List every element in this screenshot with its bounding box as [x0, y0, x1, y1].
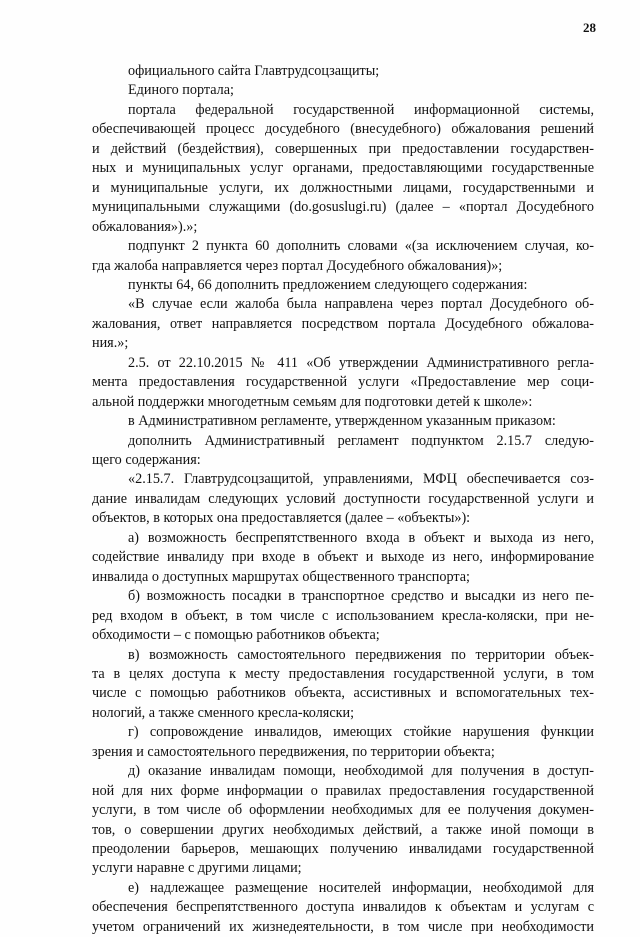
text-line: и действий (бездействия), совершенных при предоставлении государствен- [92, 140, 594, 157]
text-line: содействие инвалиду при входе в объект и выходе из него, информирование [92, 549, 594, 566]
page-number: 28 [583, 20, 596, 35]
text-line: тов, о совершении других необходимых действий, а также иной помощи в [92, 821, 594, 838]
text-line: альной поддержки многодетным семьям для подготовки детей к школе»: [92, 393, 533, 410]
text-line: преодолении барьеров, мешающих получению инвалидами государственной [92, 841, 594, 857]
text-line: жалования, ответ направляется посредством портала Досудебного обжалова- [92, 315, 594, 332]
text-line: а) возможность беспрепятственного входа в объект и выхода из него, [128, 529, 594, 546]
text-line: услуги, в том числе об оформлении необходимых для ее получения докумен- [92, 802, 594, 819]
text-line: обходимости – с помощью работников объекта; [92, 627, 380, 644]
text-line: обжалования»).»; [92, 218, 198, 235]
text-line: мента предоставления государственной услуги «Предоставление мер соци- [92, 374, 594, 391]
text-line: и муниципальные услуги, их должностными лицами, государственными и [92, 179, 594, 196]
text-line: услуги наравне с другими лицами; [92, 860, 302, 877]
text-line: инвалида о доступных маршрутах общественного транспорта; [92, 568, 470, 585]
text-line: подпункт 2 пункта 60 дополнить словами «(за исключением случая, ко- [128, 238, 594, 255]
text-line: портала федеральной государственной информационной системы, [128, 101, 594, 118]
text-line: учетом ограничений их жизнедеятельности, в том числе при необходимости [92, 918, 594, 935]
text-line: дание инвалидам следующих условий доступности государственной услуги и [92, 490, 594, 507]
text-line: зрения и самостоятельного передвижения, по территории объекта; [92, 743, 495, 760]
text-line: е) надлежащее размещение носителей информации, необходимой для [128, 879, 594, 896]
text-line: ной для них форме информации о правилах предоставления государственной [92, 782, 594, 799]
text-line: пункты 64, 66 дополнить предложением следующего содержания: [128, 276, 528, 293]
text-line: дополнить Административный регламент подпунктом 2.15.7 следую- [128, 432, 594, 449]
text-line: г) сопровождение инвалидов, имеющих стойкие нарушения функции [128, 724, 594, 741]
text-line: числе с помощью работников объекта, ассистивных и вспомогательных тех- [92, 685, 594, 702]
text-line: официального сайта Главтрудсоцзащиты; [128, 63, 380, 79]
text-line: обеспечивающей процесс досудебного (внесудебного) обжалования решений [92, 121, 594, 138]
text-line: муниципальными служащими (do.gosuslugi.ru) (далее – «портал Досудебного [92, 199, 594, 216]
text-line: 2.5. от 22.10.2015 № 411 «Об утверждении Административного регла- [128, 354, 594, 371]
text-line: обеспечения беспрепятственного доступа инвалидов к объектам и услугам с [92, 899, 594, 916]
text-line: щего содержания: [92, 452, 201, 468]
text-line: нологий, а также сменного кресла-коляски; [92, 704, 355, 721]
text-line: б) возможность посадки в транспортное средство и высадки из него пе- [128, 588, 594, 605]
text-line: объектов, в которых она предоставляется (далее – «объекты»): [92, 510, 471, 527]
text-line: «В случае если жалоба была направлена через портал Досудебного об- [128, 296, 594, 313]
text-line: «2.15.7. Главтрудсоцзащитой, управлениями, МФЦ обеспечивается соз- [128, 471, 594, 488]
text-line: ред входом в объект, в том числе с использованием кресла-коляски, при не- [92, 607, 594, 624]
text-line: в) возможность самостоятельного передвижения по территории объек- [128, 646, 594, 663]
text-line: в Административном регламенте, утвержденном указанным приказом: [128, 413, 556, 430]
text-line: д) оказание инвалидам помощи, необходимой для получения в доступ- [128, 763, 594, 780]
text-line: та в целях доступа к месту предоставления государственной услуги, в том [92, 665, 594, 682]
text-line: гда жалоба направляется через портал Досудебного обжалования)»; [92, 257, 503, 274]
text-line: ния.»; [92, 335, 129, 352]
text-line: ных и муниципальных услуг органами, предоставляющими государственные [92, 160, 594, 177]
text-line: Единого портала; [128, 82, 234, 99]
